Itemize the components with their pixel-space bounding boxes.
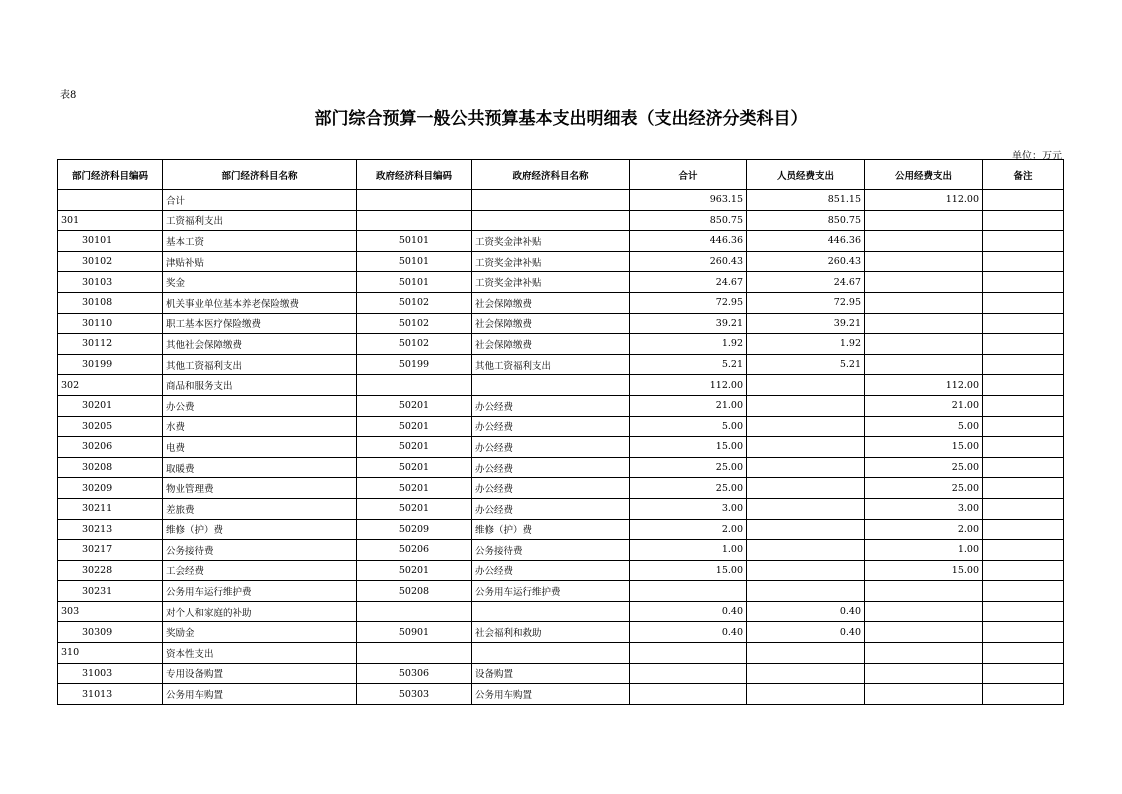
cell-gov-code: 50101 bbox=[357, 251, 472, 272]
cell-dept-code: 30217 bbox=[58, 540, 163, 561]
cell-gov-code bbox=[357, 210, 472, 231]
table-row bbox=[58, 313, 1064, 334]
cell-public: 3.00 bbox=[865, 498, 983, 519]
cell-dept-code: 30110 bbox=[58, 313, 163, 334]
cell-dept-name: 维修（护）费 bbox=[163, 519, 357, 540]
cell-personnel: 850.75 bbox=[747, 210, 865, 231]
table-row bbox=[58, 375, 1064, 396]
table-row bbox=[58, 210, 1064, 231]
header-note: 备注 bbox=[983, 160, 1064, 190]
cell-public: 2.00 bbox=[865, 519, 983, 540]
cell-total: 850.75 bbox=[630, 210, 747, 231]
cell-public bbox=[865, 622, 983, 643]
cell-gov-code bbox=[357, 190, 472, 211]
cell-dept-name: 取暖费 bbox=[163, 457, 357, 478]
cell-dept-code: 30103 bbox=[58, 272, 163, 293]
cell-gov-name: 办公经费 bbox=[472, 416, 630, 437]
cell-gov-name: 工资奖金津补贴 bbox=[472, 231, 630, 252]
cell-dept-code: 30101 bbox=[58, 231, 163, 252]
cell-gov-name: 办公经费 bbox=[472, 478, 630, 499]
table-row bbox=[58, 334, 1064, 355]
cell-public bbox=[865, 251, 983, 272]
table-row bbox=[58, 622, 1064, 643]
cell-total: 15.00 bbox=[630, 560, 747, 581]
cell-dept-code: 30231 bbox=[58, 581, 163, 602]
table-row bbox=[58, 251, 1064, 272]
cell-dept-code: 30208 bbox=[58, 457, 163, 478]
cell-gov-name: 公务接待费 bbox=[472, 540, 630, 561]
cell-gov-code: 50901 bbox=[357, 622, 472, 643]
header-gov-code: 政府经济科目编码 bbox=[357, 160, 472, 190]
cell-dept-code: 30209 bbox=[58, 478, 163, 499]
cell-dept-code: 310 bbox=[58, 643, 163, 664]
cell-note bbox=[983, 643, 1064, 664]
cell-dept-name: 其他工资福利支出 bbox=[163, 354, 357, 375]
cell-note bbox=[983, 210, 1064, 231]
header-gov-name: 政府经济科目名称 bbox=[472, 160, 630, 190]
table-row bbox=[58, 395, 1064, 416]
table-row bbox=[58, 663, 1064, 684]
cell-dept-code: 30206 bbox=[58, 437, 163, 458]
cell-gov-name: 社会保障缴费 bbox=[472, 334, 630, 355]
cell-public: 112.00 bbox=[865, 190, 983, 211]
table-row bbox=[58, 457, 1064, 478]
cell-public: 15.00 bbox=[865, 560, 983, 581]
cell-dept-name: 工会经费 bbox=[163, 560, 357, 581]
cell-dept-name: 水费 bbox=[163, 416, 357, 437]
table-row bbox=[58, 498, 1064, 519]
cell-public bbox=[865, 643, 983, 664]
cell-gov-code: 50201 bbox=[357, 560, 472, 581]
cell-public: 112.00 bbox=[865, 375, 983, 396]
cell-total: 25.00 bbox=[630, 478, 747, 499]
cell-total: 2.00 bbox=[630, 519, 747, 540]
cell-note bbox=[983, 416, 1064, 437]
table-row bbox=[58, 231, 1064, 252]
cell-personnel bbox=[747, 684, 865, 705]
table-header-row bbox=[58, 160, 1064, 190]
cell-note bbox=[983, 231, 1064, 252]
cell-gov-name: 工资奖金津补贴 bbox=[472, 251, 630, 272]
cell-dept-name: 基本工资 bbox=[163, 231, 357, 252]
cell-gov-code: 50102 bbox=[357, 334, 472, 355]
table-row bbox=[58, 560, 1064, 581]
cell-gov-code: 50208 bbox=[357, 581, 472, 602]
cell-gov-code: 50201 bbox=[357, 416, 472, 437]
cell-personnel: 0.40 bbox=[747, 622, 865, 643]
header-public: 公用经费支出 bbox=[865, 160, 983, 190]
cell-gov-code: 50201 bbox=[357, 498, 472, 519]
cell-public bbox=[865, 663, 983, 684]
header-dept-name: 部门经济科目名称 bbox=[163, 160, 357, 190]
cell-total: 72.95 bbox=[630, 292, 747, 313]
cell-personnel: 24.67 bbox=[747, 272, 865, 293]
cell-note bbox=[983, 478, 1064, 499]
cell-dept-code: 302 bbox=[58, 375, 163, 396]
cell-dept-code: 30205 bbox=[58, 416, 163, 437]
cell-total: 15.00 bbox=[630, 437, 747, 458]
cell-dept-code: 30201 bbox=[58, 395, 163, 416]
cell-dept-code: 30228 bbox=[58, 560, 163, 581]
cell-dept-name: 奖金 bbox=[163, 272, 357, 293]
cell-dept-code: 31013 bbox=[58, 684, 163, 705]
cell-dept-code: 30199 bbox=[58, 354, 163, 375]
cell-public: 21.00 bbox=[865, 395, 983, 416]
cell-dept-name: 物业管理费 bbox=[163, 478, 357, 499]
cell-total bbox=[630, 581, 747, 602]
cell-note bbox=[983, 498, 1064, 519]
table-row bbox=[58, 292, 1064, 313]
cell-total: 963.15 bbox=[630, 190, 747, 211]
cell-total bbox=[630, 684, 747, 705]
cell-gov-code: 50206 bbox=[357, 540, 472, 561]
cell-personnel bbox=[747, 519, 865, 540]
cell-personnel: 851.15 bbox=[747, 190, 865, 211]
cell-dept-code: 30213 bbox=[58, 519, 163, 540]
cell-total: 5.00 bbox=[630, 416, 747, 437]
cell-note bbox=[983, 375, 1064, 396]
cell-note bbox=[983, 251, 1064, 272]
cell-gov-code: 50201 bbox=[357, 478, 472, 499]
cell-dept-name: 公务用车运行维护费 bbox=[163, 581, 357, 602]
cell-dept-code: 30108 bbox=[58, 292, 163, 313]
cell-personnel bbox=[747, 663, 865, 684]
cell-gov-name: 社会保障缴费 bbox=[472, 313, 630, 334]
cell-total: 1.92 bbox=[630, 334, 747, 355]
cell-public bbox=[865, 334, 983, 355]
cell-dept-name: 专用设备购置 bbox=[163, 663, 357, 684]
cell-note bbox=[983, 457, 1064, 478]
cell-personnel: 39.21 bbox=[747, 313, 865, 334]
table-row bbox=[58, 272, 1064, 293]
cell-personnel: 1.92 bbox=[747, 334, 865, 355]
cell-note bbox=[983, 663, 1064, 684]
cell-personnel bbox=[747, 395, 865, 416]
cell-gov-code bbox=[357, 375, 472, 396]
cell-gov-code: 50201 bbox=[357, 395, 472, 416]
cell-public bbox=[865, 581, 983, 602]
cell-dept-name: 公务用车购置 bbox=[163, 684, 357, 705]
cell-personnel bbox=[747, 375, 865, 396]
cell-gov-name bbox=[472, 643, 630, 664]
cell-note bbox=[983, 313, 1064, 334]
cell-public bbox=[865, 354, 983, 375]
cell-total: 21.00 bbox=[630, 395, 747, 416]
cell-gov-code: 50102 bbox=[357, 313, 472, 334]
cell-gov-code: 50101 bbox=[357, 231, 472, 252]
cell-note bbox=[983, 292, 1064, 313]
cell-total: 3.00 bbox=[630, 498, 747, 519]
table-row bbox=[58, 684, 1064, 705]
cell-public bbox=[865, 601, 983, 622]
cell-note bbox=[983, 540, 1064, 561]
cell-dept-code bbox=[58, 190, 163, 211]
cell-total: 39.21 bbox=[630, 313, 747, 334]
cell-dept-code: 30309 bbox=[58, 622, 163, 643]
cell-personnel: 0.40 bbox=[747, 601, 865, 622]
cell-public bbox=[865, 272, 983, 293]
cell-public: 15.00 bbox=[865, 437, 983, 458]
cell-personnel: 260.43 bbox=[747, 251, 865, 272]
cell-public: 25.00 bbox=[865, 457, 983, 478]
cell-note bbox=[983, 519, 1064, 540]
cell-total: 25.00 bbox=[630, 457, 747, 478]
expenditure-table bbox=[57, 159, 1064, 705]
cell-dept-name: 工资福利支出 bbox=[163, 210, 357, 231]
cell-public bbox=[865, 684, 983, 705]
cell-dept-code: 301 bbox=[58, 210, 163, 231]
cell-personnel bbox=[747, 437, 865, 458]
table-row bbox=[58, 581, 1064, 602]
cell-total: 0.40 bbox=[630, 622, 747, 643]
cell-total: 24.67 bbox=[630, 272, 747, 293]
cell-gov-name bbox=[472, 375, 630, 396]
cell-public: 1.00 bbox=[865, 540, 983, 561]
cell-dept-code: 30211 bbox=[58, 498, 163, 519]
table-row bbox=[58, 601, 1064, 622]
cell-personnel bbox=[747, 457, 865, 478]
unit-label: 单位：万元 bbox=[1012, 151, 1062, 162]
header-total: 合计 bbox=[630, 160, 747, 190]
table-number: 表8 bbox=[60, 90, 77, 101]
cell-total bbox=[630, 643, 747, 664]
cell-public bbox=[865, 292, 983, 313]
cell-total: 112.00 bbox=[630, 375, 747, 396]
cell-gov-name: 社会福利和救助 bbox=[472, 622, 630, 643]
cell-gov-name: 公务用车运行维护费 bbox=[472, 581, 630, 602]
cell-personnel: 5.21 bbox=[747, 354, 865, 375]
cell-personnel bbox=[747, 478, 865, 499]
cell-note bbox=[983, 354, 1064, 375]
cell-gov-name: 办公经费 bbox=[472, 498, 630, 519]
cell-gov-code: 50199 bbox=[357, 354, 472, 375]
cell-gov-code: 50102 bbox=[357, 292, 472, 313]
cell-total: 260.43 bbox=[630, 251, 747, 272]
cell-gov-name: 办公经费 bbox=[472, 395, 630, 416]
cell-note bbox=[983, 437, 1064, 458]
cell-total: 0.40 bbox=[630, 601, 747, 622]
cell-gov-name: 工资奖金津补贴 bbox=[472, 272, 630, 293]
cell-dept-name: 其他社会保障缴费 bbox=[163, 334, 357, 355]
cell-dept-code: 30102 bbox=[58, 251, 163, 272]
cell-dept-name: 差旅费 bbox=[163, 498, 357, 519]
cell-gov-code: 50201 bbox=[357, 437, 472, 458]
cell-dept-name: 商品和服务支出 bbox=[163, 375, 357, 396]
cell-public bbox=[865, 210, 983, 231]
cell-gov-code: 50201 bbox=[357, 457, 472, 478]
cell-total: 1.00 bbox=[630, 540, 747, 561]
cell-gov-code: 50303 bbox=[357, 684, 472, 705]
cell-note bbox=[983, 622, 1064, 643]
cell-dept-name: 奖励金 bbox=[163, 622, 357, 643]
cell-gov-name: 设备购置 bbox=[472, 663, 630, 684]
cell-dept-code: 30112 bbox=[58, 334, 163, 355]
cell-dept-name: 津贴补贴 bbox=[163, 251, 357, 272]
cell-gov-code: 50306 bbox=[357, 663, 472, 684]
cell-personnel: 72.95 bbox=[747, 292, 865, 313]
cell-gov-name bbox=[472, 190, 630, 211]
cell-personnel bbox=[747, 498, 865, 519]
cell-public: 5.00 bbox=[865, 416, 983, 437]
cell-dept-name: 机关事业单位基本养老保险缴费 bbox=[163, 292, 357, 313]
table-row bbox=[58, 354, 1064, 375]
cell-gov-name: 办公经费 bbox=[472, 457, 630, 478]
cell-public bbox=[865, 313, 983, 334]
cell-personnel bbox=[747, 560, 865, 581]
cell-note bbox=[983, 560, 1064, 581]
table-row bbox=[58, 643, 1064, 664]
cell-dept-name: 职工基本医疗保险缴费 bbox=[163, 313, 357, 334]
cell-note bbox=[983, 334, 1064, 355]
cell-note bbox=[983, 190, 1064, 211]
cell-gov-name: 维修（护）费 bbox=[472, 519, 630, 540]
cell-dept-code: 303 bbox=[58, 601, 163, 622]
cell-public bbox=[865, 231, 983, 252]
header-personnel: 人员经费支出 bbox=[747, 160, 865, 190]
table-row bbox=[58, 519, 1064, 540]
header-dept-code: 部门经济科目编码 bbox=[58, 160, 163, 190]
cell-note bbox=[983, 272, 1064, 293]
cell-gov-name: 公务用车购置 bbox=[472, 684, 630, 705]
cell-dept-name: 合计 bbox=[163, 190, 357, 211]
cell-personnel bbox=[747, 416, 865, 437]
cell-gov-code: 50101 bbox=[357, 272, 472, 293]
table-row bbox=[58, 416, 1064, 437]
cell-gov-name: 办公经费 bbox=[472, 437, 630, 458]
cell-personnel bbox=[747, 540, 865, 561]
cell-note bbox=[983, 601, 1064, 622]
table-row bbox=[58, 437, 1064, 458]
cell-personnel bbox=[747, 643, 865, 664]
cell-note bbox=[983, 395, 1064, 416]
cell-note bbox=[983, 581, 1064, 602]
cell-gov-name bbox=[472, 210, 630, 231]
cell-dept-code: 31003 bbox=[58, 663, 163, 684]
cell-gov-name: 办公经费 bbox=[472, 560, 630, 581]
cell-gov-code: 50209 bbox=[357, 519, 472, 540]
table-row bbox=[58, 190, 1064, 211]
cell-gov-name bbox=[472, 601, 630, 622]
cell-gov-code bbox=[357, 643, 472, 664]
cell-dept-name: 电费 bbox=[163, 437, 357, 458]
cell-dept-name: 对个人和家庭的补助 bbox=[163, 601, 357, 622]
cell-gov-name: 社会保障缴费 bbox=[472, 292, 630, 313]
cell-dept-name: 办公费 bbox=[163, 395, 357, 416]
cell-gov-code bbox=[357, 601, 472, 622]
page-title: 部门综合预算一般公共预算基本支出明细表（支出经济分类科目） bbox=[314, 109, 808, 129]
cell-total: 5.21 bbox=[630, 354, 747, 375]
cell-note bbox=[983, 684, 1064, 705]
cell-dept-name: 资本性支出 bbox=[163, 643, 357, 664]
cell-dept-name: 公务接待费 bbox=[163, 540, 357, 561]
cell-gov-name: 其他工资福利支出 bbox=[472, 354, 630, 375]
cell-public: 25.00 bbox=[865, 478, 983, 499]
cell-total: 446.36 bbox=[630, 231, 747, 252]
table-row bbox=[58, 478, 1064, 499]
cell-personnel bbox=[747, 581, 865, 602]
table-row bbox=[58, 540, 1064, 561]
cell-personnel: 446.36 bbox=[747, 231, 865, 252]
cell-total bbox=[630, 663, 747, 684]
